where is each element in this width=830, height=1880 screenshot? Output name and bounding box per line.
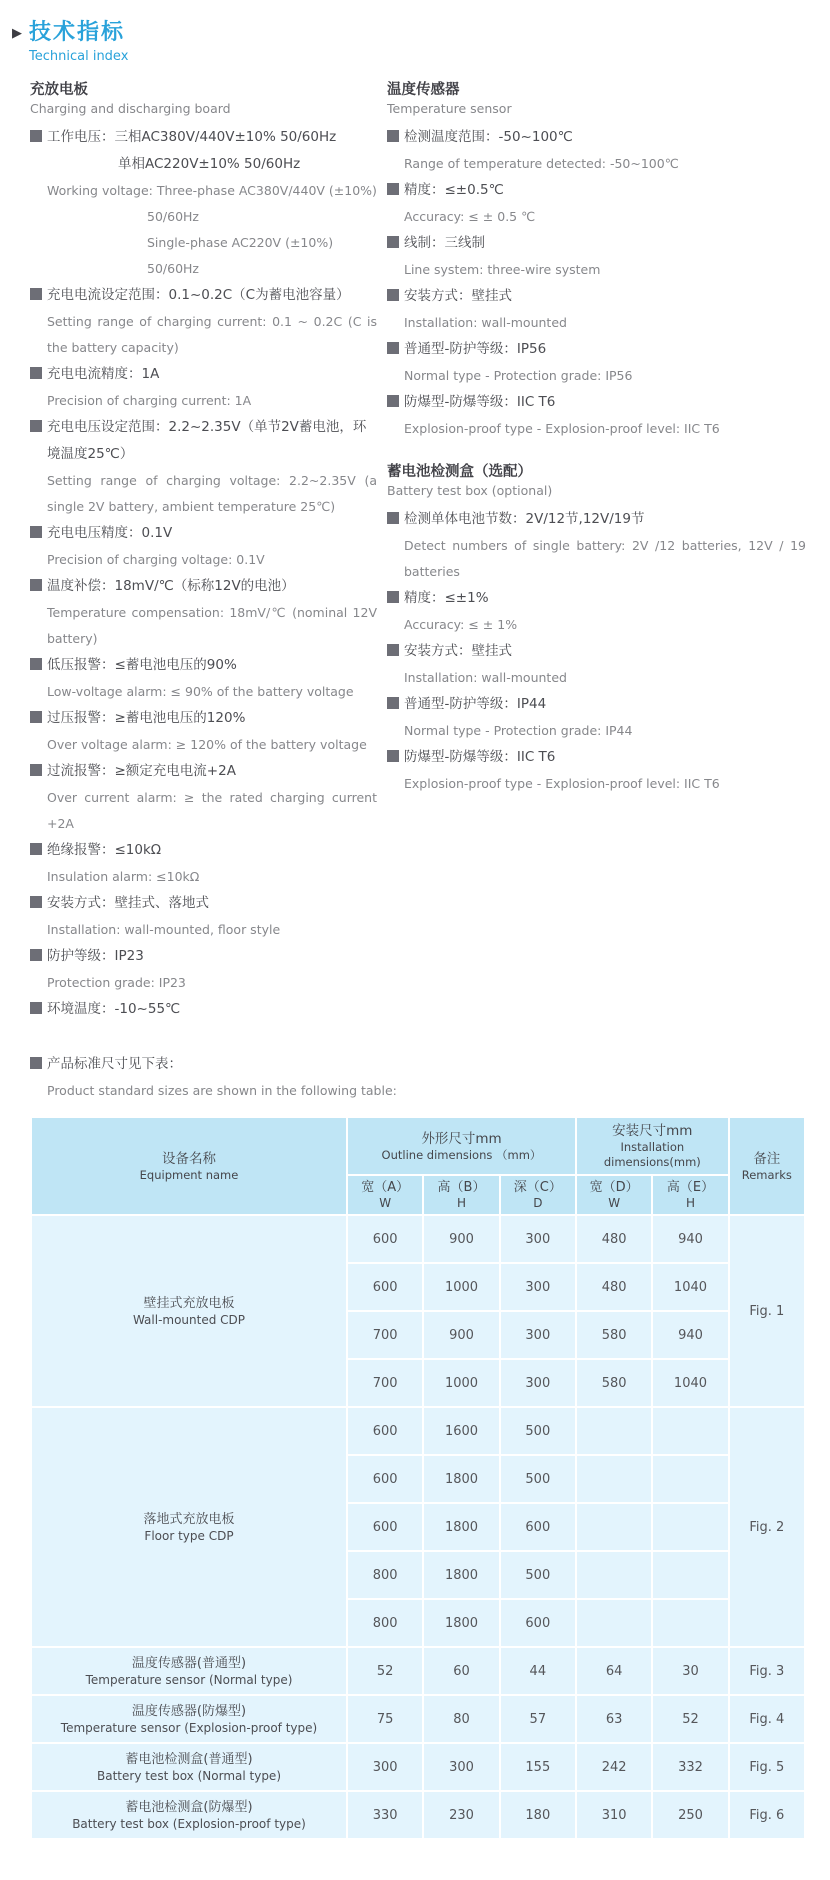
bullet-icon xyxy=(387,512,399,524)
spec-item-cn: 精度：≤±1% xyxy=(404,590,489,606)
spec-item-cn-line xyxy=(30,361,377,388)
col-header-dimension-en: D xyxy=(533,1196,543,1210)
equipment-name-en: Temperature sensor (Normal type) xyxy=(85,1672,293,1687)
col-header-dimension-cn: 宽（D） xyxy=(589,1180,639,1195)
dimension-cell: 800 xyxy=(347,1551,423,1599)
spec-item-en: Explosion-proof type - Explosion-proof level: IIC T6 xyxy=(404,421,720,436)
spec-item xyxy=(30,573,377,652)
spec-item-cn: 安装方式：壁挂式、落地式 xyxy=(47,895,209,911)
spec-item-en: Precision of charging voltage: 0.1V xyxy=(47,552,265,567)
spec-item-cn-line xyxy=(387,283,806,310)
section-title-cn: 蓄电池检测盒（选配） xyxy=(387,464,532,480)
spec-item-en: Working voltage: Three-phase AC380V/440V (±10%) xyxy=(47,183,377,198)
dimension-cell: 44 xyxy=(500,1647,576,1695)
dimension-cell: 300 xyxy=(500,1215,576,1263)
spec-section xyxy=(387,462,806,797)
bullet-icon xyxy=(30,1002,42,1014)
spec-item xyxy=(30,943,377,996)
col-header-outline-cn: 外形尺寸mm xyxy=(421,1130,502,1147)
equipment-name-cell xyxy=(31,1695,347,1743)
spec-item-en: Line system: three-wire system xyxy=(404,262,601,277)
spec-item-cn: 安装方式：壁挂式 xyxy=(404,288,512,304)
dimension-cell: 1800 xyxy=(423,1599,499,1647)
spec-item-en: Single-phase AC220V (±10%) 50/60Hz xyxy=(147,235,334,276)
dimension-cell: 300 xyxy=(500,1311,576,1359)
dimension-cell: 480 xyxy=(576,1215,652,1263)
equipment-name-en: Floor type CDP xyxy=(144,1528,234,1543)
spec-item-cn: 精度：≤±0.5℃ xyxy=(404,182,504,198)
spec-item-cn-line xyxy=(387,389,806,416)
spec-item-cn-line xyxy=(387,124,806,151)
dimension-cell xyxy=(576,1407,652,1455)
bullet-icon xyxy=(30,896,42,908)
spec-item-cn: 防爆型-防爆等级：IIC T6 xyxy=(404,394,556,410)
spec-item xyxy=(30,837,377,890)
spec-item-en: Setting range of charging voltage: 2.2~2.35V (a single 2V battery, ambient temperature 25℃) xyxy=(47,473,377,514)
bullet-icon xyxy=(387,395,399,407)
spec-column-right xyxy=(377,80,806,1023)
spec-item-cn: 安装方式：壁挂式 xyxy=(404,643,512,659)
spec-item-en: Installation: wall-mounted xyxy=(404,670,567,685)
dimension-cell: 1040 xyxy=(652,1359,728,1407)
spec-item-cn: 环境温度：-10~55℃ xyxy=(47,1001,181,1017)
spec-item-en: Normal type - Protection grade: IP44 xyxy=(404,723,633,738)
spec-item-cn-line xyxy=(387,336,806,363)
dimension-cell: 500 xyxy=(500,1407,576,1455)
col-header-installation-en: Installation dimensions(mm) xyxy=(603,1140,701,1169)
col-header-installation xyxy=(576,1117,729,1175)
dimension-cell: 64 xyxy=(576,1647,652,1695)
dimension-cell: 250 xyxy=(652,1791,728,1839)
spec-item-cn-line xyxy=(387,177,806,204)
spec-item-cn: 防爆型-防爆等级：IIC T6 xyxy=(404,749,556,765)
spec-item-en: Installation: wall-mounted, floor style xyxy=(47,922,281,937)
col-header-outline-en: Outline dimensions （mm） xyxy=(381,1147,542,1162)
spec-column-left xyxy=(30,80,377,1023)
spec-item-cn: 充电电压精度：0.1V xyxy=(47,525,173,541)
spec-item-cn: 线制：三线制 xyxy=(404,235,485,251)
spec-item xyxy=(30,361,377,414)
bullet-icon xyxy=(30,949,42,961)
col-header-dimension-cn: 高（B） xyxy=(437,1180,486,1195)
dimension-cell: 75 xyxy=(347,1695,423,1743)
spec-item-cn-line xyxy=(30,652,377,679)
spec-item-cn-line xyxy=(30,520,377,547)
spec-item xyxy=(30,890,377,943)
dimension-cell: 600 xyxy=(347,1503,423,1551)
spec-item-cn-line xyxy=(30,705,377,732)
equipment-name-cell xyxy=(31,1215,347,1407)
bullet-icon xyxy=(30,130,42,142)
dimension-cell: 900 xyxy=(423,1311,499,1359)
col-header-dimension-cn: 高（E） xyxy=(666,1180,715,1195)
spec-item xyxy=(30,652,377,705)
table-note-cn: 产品标准尺寸见下表： xyxy=(47,1056,182,1072)
spec-item-cn-line xyxy=(30,282,377,309)
spec-item-cn-line xyxy=(30,996,377,1023)
spec-item-en: Accuracy: ≤ ± 0.5 ℃ xyxy=(404,209,536,224)
spec-item xyxy=(387,124,806,177)
spec-item-en: Protection grade: IP23 xyxy=(47,975,186,990)
dimension-cell xyxy=(576,1599,652,1647)
bullet-icon xyxy=(387,289,399,301)
table-note xyxy=(30,1051,806,1104)
spec-item-cn: 普通型-防护等级：IP44 xyxy=(404,696,547,712)
dimension-cell: 700 xyxy=(347,1311,423,1359)
page-header xyxy=(12,20,806,64)
dimension-cell: 300 xyxy=(423,1743,499,1791)
table-note-en: Product standard sizes are shown in the following table: xyxy=(47,1083,397,1098)
bullet-icon xyxy=(30,1057,42,1069)
dimension-cell: 63 xyxy=(576,1695,652,1743)
dimension-cell: 580 xyxy=(576,1311,652,1359)
equipment-name-cell xyxy=(31,1647,347,1695)
dimension-cell: 900 xyxy=(423,1215,499,1263)
spec-item xyxy=(30,282,377,361)
size-table-head xyxy=(31,1117,805,1215)
spec-item-cn: 充电电压设定范围：2.2~2.35V（单节2V蓄电池，环境温度25℃） xyxy=(47,419,367,462)
dimension-cell: 230 xyxy=(423,1791,499,1839)
table-row xyxy=(31,1647,805,1695)
spec-item-cn-line xyxy=(387,585,806,612)
dimension-cell: 600 xyxy=(500,1599,576,1647)
bullet-icon xyxy=(30,579,42,591)
dimension-cell: 940 xyxy=(652,1215,728,1263)
spec-item xyxy=(30,705,377,758)
spec-item-cn-line xyxy=(387,691,806,718)
spec-item-cn: 温度补偿：18mV/℃（标称12V的电池） xyxy=(47,578,295,594)
spec-item-cn: 绝缘报警：≤10kΩ xyxy=(47,842,162,858)
bullet-icon xyxy=(30,288,42,300)
spec-item-en: Detect numbers of single battery: 2V /12 batteries, 12V / 19 batteries xyxy=(404,538,806,579)
spec-item-cn-line xyxy=(30,837,377,864)
spec-item-cn-line xyxy=(30,758,377,785)
dimension-cell: 52 xyxy=(347,1647,423,1695)
equipment-name-cn: 蓄电池检测盒(普通型) xyxy=(125,1751,253,1767)
spec-item-cn-line xyxy=(30,943,377,970)
equipment-name-en: Battery test box (Explosion-proof type) xyxy=(72,1816,306,1831)
spec-item-cn: 防护等级：IP23 xyxy=(47,948,144,964)
section-arrow-icon: ▶ xyxy=(12,26,22,41)
table-row xyxy=(31,1743,805,1791)
spec-item xyxy=(387,691,806,744)
spec-item-en: Over current alarm: ≥ the rated charging current +2A xyxy=(47,790,377,831)
spec-item-en: Installation: wall-mounted xyxy=(404,315,567,330)
col-header-remarks xyxy=(729,1117,805,1215)
spec-item-en: Setting range of charging current: 0.1 ~ 0.2C (C is the battery capacity) xyxy=(47,314,377,355)
equipment-name-cn: 落地式充放电板 xyxy=(143,1511,235,1527)
table-row xyxy=(31,1407,805,1455)
dimension-cell: 300 xyxy=(500,1359,576,1407)
table-row xyxy=(31,1791,805,1839)
spec-item xyxy=(30,414,377,520)
dimension-cell: 57 xyxy=(500,1695,576,1743)
table-header-row-groups xyxy=(31,1117,805,1175)
spec-item xyxy=(30,124,377,282)
bullet-icon xyxy=(30,843,42,855)
bullet-icon xyxy=(387,644,399,656)
col-header-equipment xyxy=(31,1117,347,1215)
spec-item xyxy=(30,996,377,1023)
remark-cell: Fig. 5 xyxy=(729,1743,805,1791)
section-title-en: Battery test box (optional) xyxy=(387,483,553,498)
remark-cell: Fig. 2 xyxy=(729,1407,805,1647)
col-header-dimension xyxy=(500,1175,576,1215)
dimension-cell: 600 xyxy=(347,1215,423,1263)
dimension-cell xyxy=(652,1407,728,1455)
equipment-name-cn: 温度传感器(普通型) xyxy=(131,1655,247,1671)
spec-item-cn: 检测温度范围：-50~100℃ xyxy=(404,129,573,145)
equipment-name-cn: 蓄电池检测盒(防爆型) xyxy=(125,1799,253,1815)
spec-item-en: Insulation alarm: ≤10kΩ xyxy=(47,869,200,884)
dimension-cell: 80 xyxy=(423,1695,499,1743)
col-header-dimension-en: H xyxy=(685,1196,695,1210)
col-header-dimension-cn: 宽（A） xyxy=(361,1180,410,1195)
bullet-icon xyxy=(387,750,399,762)
col-header-dimension-en: W xyxy=(379,1196,392,1210)
dimension-cell: 60 xyxy=(423,1647,499,1695)
equipment-name-en: Wall-mounted CDP xyxy=(132,1312,246,1327)
dimension-cell xyxy=(652,1551,728,1599)
spec-item xyxy=(387,389,806,442)
dimension-cell xyxy=(576,1503,652,1551)
section-title-en: Temperature sensor xyxy=(387,101,512,116)
remark-cell: Fig. 4 xyxy=(729,1695,805,1743)
col-header-dimension xyxy=(347,1175,423,1215)
col-header-dimension-en: W xyxy=(608,1196,621,1210)
dimension-cell xyxy=(576,1551,652,1599)
table-note-cn-line xyxy=(30,1051,806,1078)
dimension-cell: 332 xyxy=(652,1743,728,1791)
spec-item-cn-line xyxy=(30,124,377,151)
dimension-cell xyxy=(652,1503,728,1551)
spec-item-en: Normal type - Protection grade: IP56 xyxy=(404,368,633,383)
bullet-icon xyxy=(387,183,399,195)
title-block xyxy=(29,20,128,64)
size-table-body xyxy=(31,1215,805,1839)
col-header-dimension xyxy=(652,1175,728,1215)
spec-item xyxy=(387,585,806,638)
spec-item-cn: 普通型-防护等级：IP56 xyxy=(404,341,547,357)
dimension-cell: 30 xyxy=(652,1647,728,1695)
spec-item-cn-line xyxy=(387,744,806,771)
equipment-name-cell xyxy=(31,1743,347,1791)
equipment-name-en: Temperature sensor (Explosion-proof type) xyxy=(60,1720,318,1735)
spec-item-cn-line xyxy=(387,506,806,533)
dimension-cell: 180 xyxy=(500,1791,576,1839)
dimension-cell: 310 xyxy=(576,1791,652,1839)
spec-item xyxy=(387,336,806,389)
spec-item xyxy=(387,744,806,797)
table-row xyxy=(31,1695,805,1743)
bullet-icon xyxy=(387,130,399,142)
page-title: 技术指标 xyxy=(29,20,126,45)
spec-item-cn: 充电电流精度：1A xyxy=(47,366,160,382)
spec-item-en: Precision of charging current: 1A xyxy=(47,393,252,408)
col-header-equipment-cn: 设备名称 xyxy=(162,1150,216,1167)
col-header-dimension xyxy=(423,1175,499,1215)
table-row xyxy=(31,1215,805,1263)
remark-cell: Fig. 3 xyxy=(729,1647,805,1695)
spec-item-cn: 过压报警：≥蓄电池电压的120% xyxy=(47,710,246,726)
col-header-outline xyxy=(347,1117,576,1175)
dimension-cell: 155 xyxy=(500,1743,576,1791)
spec-item-cn-line xyxy=(30,573,377,600)
spec-item-cn-line xyxy=(30,414,377,468)
spec-item-cn: 充电电流设定范围：0.1~0.2C（C为蓄电池容量） xyxy=(47,287,350,303)
dimension-cell: 700 xyxy=(347,1359,423,1407)
col-header-dimension xyxy=(576,1175,652,1215)
dimension-cell: 1800 xyxy=(423,1503,499,1551)
spec-item xyxy=(387,638,806,691)
dimension-cell: 1600 xyxy=(423,1407,499,1455)
dimension-cell: 1040 xyxy=(652,1263,728,1311)
spec-item-en: Accuracy: ≤ ± 1% xyxy=(404,617,518,632)
bullet-icon xyxy=(387,591,399,603)
col-header-equipment-en: Equipment name xyxy=(139,1167,239,1182)
spec-item-en: Low-voltage alarm: ≤ 90% of the battery voltage xyxy=(47,684,354,699)
spec-item-en: Explosion-proof type - Explosion-proof level: IIC T6 xyxy=(404,776,720,791)
bullet-icon xyxy=(387,236,399,248)
dimension-cell: 800 xyxy=(347,1599,423,1647)
bullet-icon xyxy=(30,420,42,432)
spec-item xyxy=(30,758,377,837)
spec-item-en: Range of temperature detected: -50~100℃ xyxy=(404,156,679,171)
dimension-cell: 52 xyxy=(652,1695,728,1743)
dimension-cell: 1000 xyxy=(423,1263,499,1311)
remark-cell: Fig. 1 xyxy=(729,1215,805,1407)
col-header-installation-cn: 安装尺寸mm xyxy=(612,1123,693,1139)
dimension-cell: 500 xyxy=(500,1551,576,1599)
spec-item-cn-line xyxy=(387,230,806,257)
spec-section xyxy=(30,80,377,1023)
page-subtitle: Technical index xyxy=(29,49,129,64)
spec-columns xyxy=(30,80,806,1023)
dimension-cell xyxy=(576,1455,652,1503)
spec-item-cn-line xyxy=(387,638,806,665)
equipment-name-en: Battery test box (Normal type) xyxy=(97,1768,281,1783)
spec-item xyxy=(387,506,806,585)
dimension-cell: 600 xyxy=(500,1503,576,1551)
dimension-cell: 480 xyxy=(576,1263,652,1311)
bullet-icon xyxy=(30,658,42,670)
dimension-cell: 940 xyxy=(652,1311,728,1359)
size-table xyxy=(30,1116,806,1840)
spec-item-cn: 检测单体电池节数：2V/12节,12V/19节 xyxy=(404,511,645,527)
dimension-cell: 580 xyxy=(576,1359,652,1407)
spec-item xyxy=(387,283,806,336)
spec-item-cn: 低压报警：≤蓄电池电压的90% xyxy=(47,657,237,673)
section-title-en: Charging and discharging board xyxy=(30,101,231,116)
bullet-icon xyxy=(30,764,42,776)
col-header-remarks-cn: 备注 xyxy=(753,1150,781,1167)
spec-item-en: Temperature compensation: 18mV/℃ (nominal 12V battery) xyxy=(47,605,377,646)
dimension-cell xyxy=(652,1599,728,1647)
spec-item-en: 50/60Hz xyxy=(147,209,199,224)
col-header-remarks-en: Remarks xyxy=(741,1167,792,1182)
equipment-name-cn: 温度传感器(防爆型) xyxy=(131,1703,247,1719)
dimension-cell: 300 xyxy=(500,1263,576,1311)
spec-item-cn-cont: 单相AC220V±10% 50/60Hz xyxy=(118,156,301,172)
spec-item-cn-line xyxy=(30,890,377,917)
dimension-cell: 300 xyxy=(347,1743,423,1791)
equipment-name-cn: 壁挂式充放电板 xyxy=(143,1295,235,1311)
dimension-cell: 600 xyxy=(347,1455,423,1503)
spec-item-en: Over voltage alarm: ≥ 120% of the battery voltage xyxy=(47,737,367,752)
spec-item xyxy=(30,520,377,573)
dimension-cell: 1800 xyxy=(423,1455,499,1503)
bullet-icon xyxy=(30,526,42,538)
dimension-cell: 330 xyxy=(347,1791,423,1839)
section-title-cn: 充放电板 xyxy=(30,82,88,98)
dimension-cell: 242 xyxy=(576,1743,652,1791)
bullet-icon xyxy=(387,342,399,354)
bullet-icon xyxy=(30,711,42,723)
section-title-cn: 温度传感器 xyxy=(387,82,460,98)
spec-section xyxy=(387,80,806,442)
dimension-cell: 1800 xyxy=(423,1551,499,1599)
col-header-dimension-cn: 深（C） xyxy=(513,1180,562,1195)
spec-item-cn: 工作电压：三相AC380V/440V±10% 50/60Hz xyxy=(47,129,337,145)
spec-item xyxy=(387,230,806,283)
bullet-icon xyxy=(387,697,399,709)
spec-item-cn: 过流报警：≥额定充电电流+2A xyxy=(47,763,236,779)
dimension-cell xyxy=(652,1455,728,1503)
equipment-name-cell xyxy=(31,1407,347,1647)
bullet-icon xyxy=(30,367,42,379)
dimension-cell: 600 xyxy=(347,1407,423,1455)
col-header-dimension-en: H xyxy=(456,1196,466,1210)
dimension-cell: 500 xyxy=(500,1455,576,1503)
remark-cell: Fig. 6 xyxy=(729,1791,805,1839)
spec-item xyxy=(387,177,806,230)
equipment-name-cell xyxy=(31,1791,347,1839)
dimension-cell: 1000 xyxy=(423,1359,499,1407)
dimension-cell: 600 xyxy=(347,1263,423,1311)
